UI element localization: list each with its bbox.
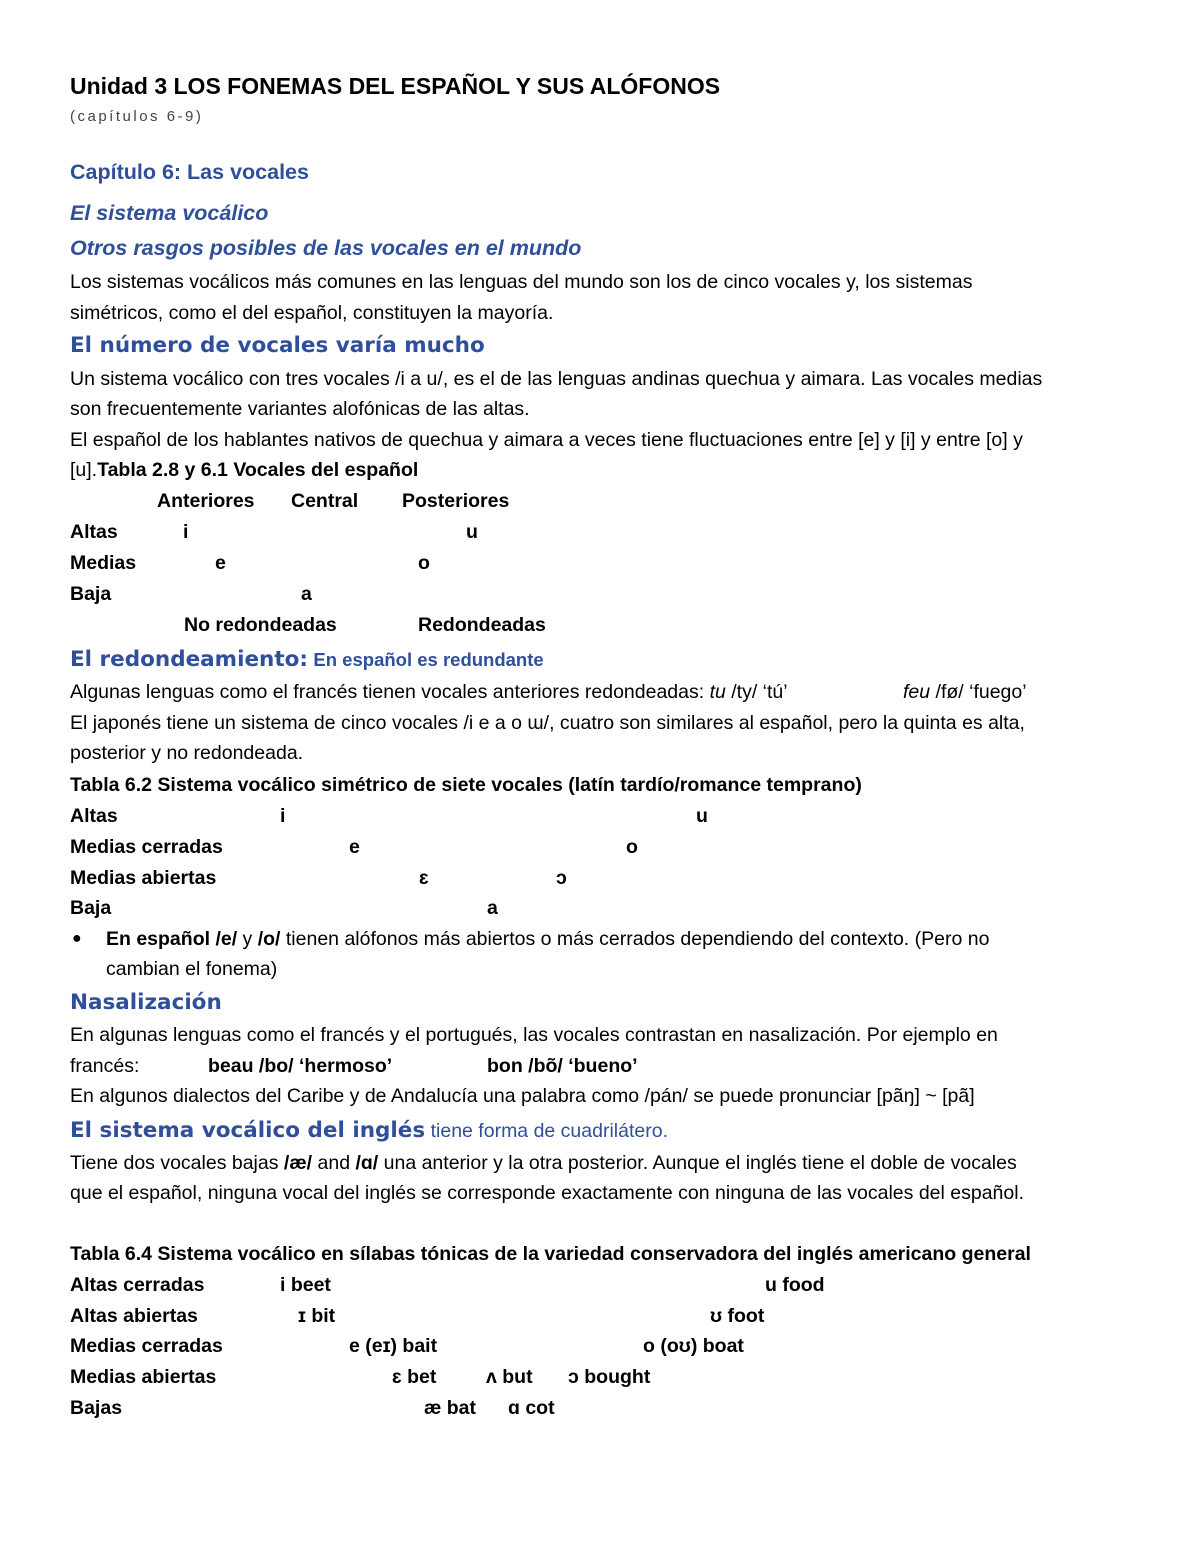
paragraph-line: posterior y no redondeada. (70, 742, 304, 764)
table1-cell: e (215, 552, 226, 574)
heading-ingles-note: tiene forma de cuadrilátero. (430, 1120, 668, 1142)
table2-cell: ɔ (556, 867, 567, 889)
table3-cell: ʌ but (486, 1366, 533, 1388)
table3-cell: ɔ bought (568, 1366, 651, 1388)
table1-header: Anteriores (157, 490, 255, 512)
table3-cell: u food (765, 1274, 825, 1296)
table1-cell: i (183, 521, 189, 543)
table2-row-label: Medias cerradas (70, 836, 223, 858)
table3-row-label: Bajas (70, 1397, 123, 1419)
table2-row-label: Medias abiertas (70, 867, 217, 889)
table3-cell: ɪ bit (298, 1305, 336, 1327)
bullet-bold: En español /e/ (106, 928, 243, 950)
section-heading-otros-rasgos: Otros rasgos posibles de las vocales en el mundo (70, 236, 582, 260)
paragraph-text: [u]. (70, 459, 98, 481)
table2-cell: i (280, 805, 286, 827)
table3-cell: i beet (280, 1274, 331, 1296)
table3-row-label: Medias abiertas (70, 1366, 217, 1388)
table1-footer: Redondeadas (418, 614, 546, 636)
table1-row-label: Baja (70, 583, 112, 605)
table2-cell: e (349, 836, 360, 858)
table-caption: Tabla 6.4 Sistema vocálico en sílabas tónicas de la variedad conservadora del inglés americano general (70, 1243, 1031, 1265)
paragraph-line: En algunos dialectos del Caribe y de Andalucía una palabra como /pán/ se puede pronunciar [pãŋ] ~ [pã] (70, 1085, 975, 1107)
paragraph-line: son frecuentemente variantes alofónicas de las altas. (70, 398, 530, 420)
example-bon: bon /bõ/ ‘bueno’ (487, 1055, 638, 1077)
table3-row-label: Medias cerradas (70, 1335, 223, 1357)
paragraph-line (903, 679, 1027, 705)
heading-redondeamiento-text: El redondeamiento: (70, 647, 308, 672)
table2-cell: o (626, 836, 638, 858)
table-caption: Tabla 6.2 Sistema vocálico simétrico de siete vocales (latín tardío/romance temprano) (70, 774, 862, 796)
table2-cell: u (696, 805, 708, 827)
heading-redondeamiento (70, 647, 544, 673)
table3-cell: ɑ cot (508, 1397, 555, 1419)
section-heading-sistema: El sistema vocálico (70, 201, 269, 225)
paragraph-text: Algunas lenguas como el francés tienen vocales anteriores redondeadas: (70, 681, 710, 703)
bullet-bold: /o/ (252, 928, 286, 950)
table1-row-label: Altas (70, 521, 118, 543)
example-beau: beau /bo/ ‘hermoso’ (208, 1055, 393, 1077)
table2-cell: a (487, 897, 498, 919)
phoneme: /æ/ (283, 1152, 313, 1174)
example-gloss: /fø/ ‘fuego’ (930, 681, 1027, 703)
intro-line: simétricos, como el del español, constituyen la mayoría. (70, 302, 554, 324)
table3-cell: ɛ bet (392, 1366, 437, 1388)
table1-cell: o (418, 552, 430, 574)
table1-cell: u (466, 521, 478, 543)
bullet-text: y (242, 928, 253, 950)
bullet-text: tienen alófonos más abiertos o más cerrados dependiendo del contexto. (Pero no (285, 928, 990, 950)
table2-cell: ɛ (419, 867, 429, 889)
chapter-title: Capítulo 6: Las vocales (70, 160, 309, 184)
paragraph-line: El japonés tiene un sistema de cinco vocales /i e a o ɯ/, cuatro son similares al español, pero la quinta es alta, (70, 712, 1025, 734)
heading-redondeamiento-note: En español es redundante (313, 649, 544, 670)
table2-row-label: Baja (70, 897, 112, 919)
paragraph-line (70, 1150, 1017, 1176)
paragraph-line (70, 679, 788, 705)
example-word: feu (903, 681, 931, 703)
bullet-icon: ● (72, 930, 82, 947)
phoneme: /ɑ/ (355, 1152, 379, 1174)
paragraph-text: Tiene dos vocales bajas (70, 1152, 284, 1174)
heading-nasalizacion: Nasalización (70, 990, 222, 1015)
table3-cell: o (oʊ) boat (643, 1335, 744, 1357)
heading-ingles (70, 1118, 668, 1144)
paragraph-line: francés: (70, 1055, 140, 1077)
paragraph-text: and (312, 1152, 356, 1174)
bullet-item-continued: cambian el fonema) (106, 958, 278, 980)
intro-line: Los sistemas vocálicos más comunes en las lenguas del mundo son los de cinco vocales y, los sistemas (70, 271, 973, 293)
table3-row-label: Altas cerradas (70, 1274, 205, 1296)
table1-header: Central (291, 490, 359, 512)
paragraph-line (70, 457, 418, 483)
table3-cell: æ bat (424, 1397, 477, 1419)
example-word: tu (709, 681, 726, 703)
heading-numero-vocales: El número de vocales varía mucho (70, 333, 485, 358)
table1-row-label: Medias (70, 552, 137, 574)
paragraph-line: En algunas lenguas como el francés y el portugués, las vocales contrastan en nasalización. Por ejemplo en (70, 1024, 998, 1046)
paragraph-line: El español de los hablantes nativos de quechua y aimara a veces tiene fluctuaciones entre [e] y [i] y entre [o] y (70, 429, 1023, 451)
table-caption: Tabla 2.8 y 6.1 Vocales del español (97, 459, 419, 481)
table3-row-label: Altas abiertas (70, 1305, 198, 1327)
table3-cell: ʊ foot (710, 1305, 765, 1327)
bullet-item (106, 926, 989, 952)
document-subtitle: (capítulos 6-9) (70, 108, 204, 125)
example-gloss: /ty/ ‘tú’ (725, 681, 788, 703)
document-title: Unidad 3 LOS FONEMAS DEL ESPAÑOL Y SUS ALÓFONOS (70, 73, 721, 99)
paragraph-line: que el español, ninguna vocal del inglés se corresponde exactamente con ninguna de las vocales del español. (70, 1182, 1024, 1204)
table2-row-label: Altas (70, 805, 118, 827)
paragraph-line: Un sistema vocálico con tres vocales /i a u/, es el de las lenguas andinas quechua y aimara. Las vocales medias (70, 368, 1043, 390)
paragraph-text: una anterior y la otra posterior. Aunque el inglés tiene el doble de vocales (378, 1152, 1017, 1174)
heading-ingles-text: El sistema vocálico del inglés (70, 1118, 426, 1143)
table1-header: Posteriores (402, 490, 510, 512)
table3-cell: e (eɪ) bait (349, 1335, 438, 1357)
table1-cell: a (301, 583, 312, 605)
table1-footer: No redondeadas (184, 614, 337, 636)
